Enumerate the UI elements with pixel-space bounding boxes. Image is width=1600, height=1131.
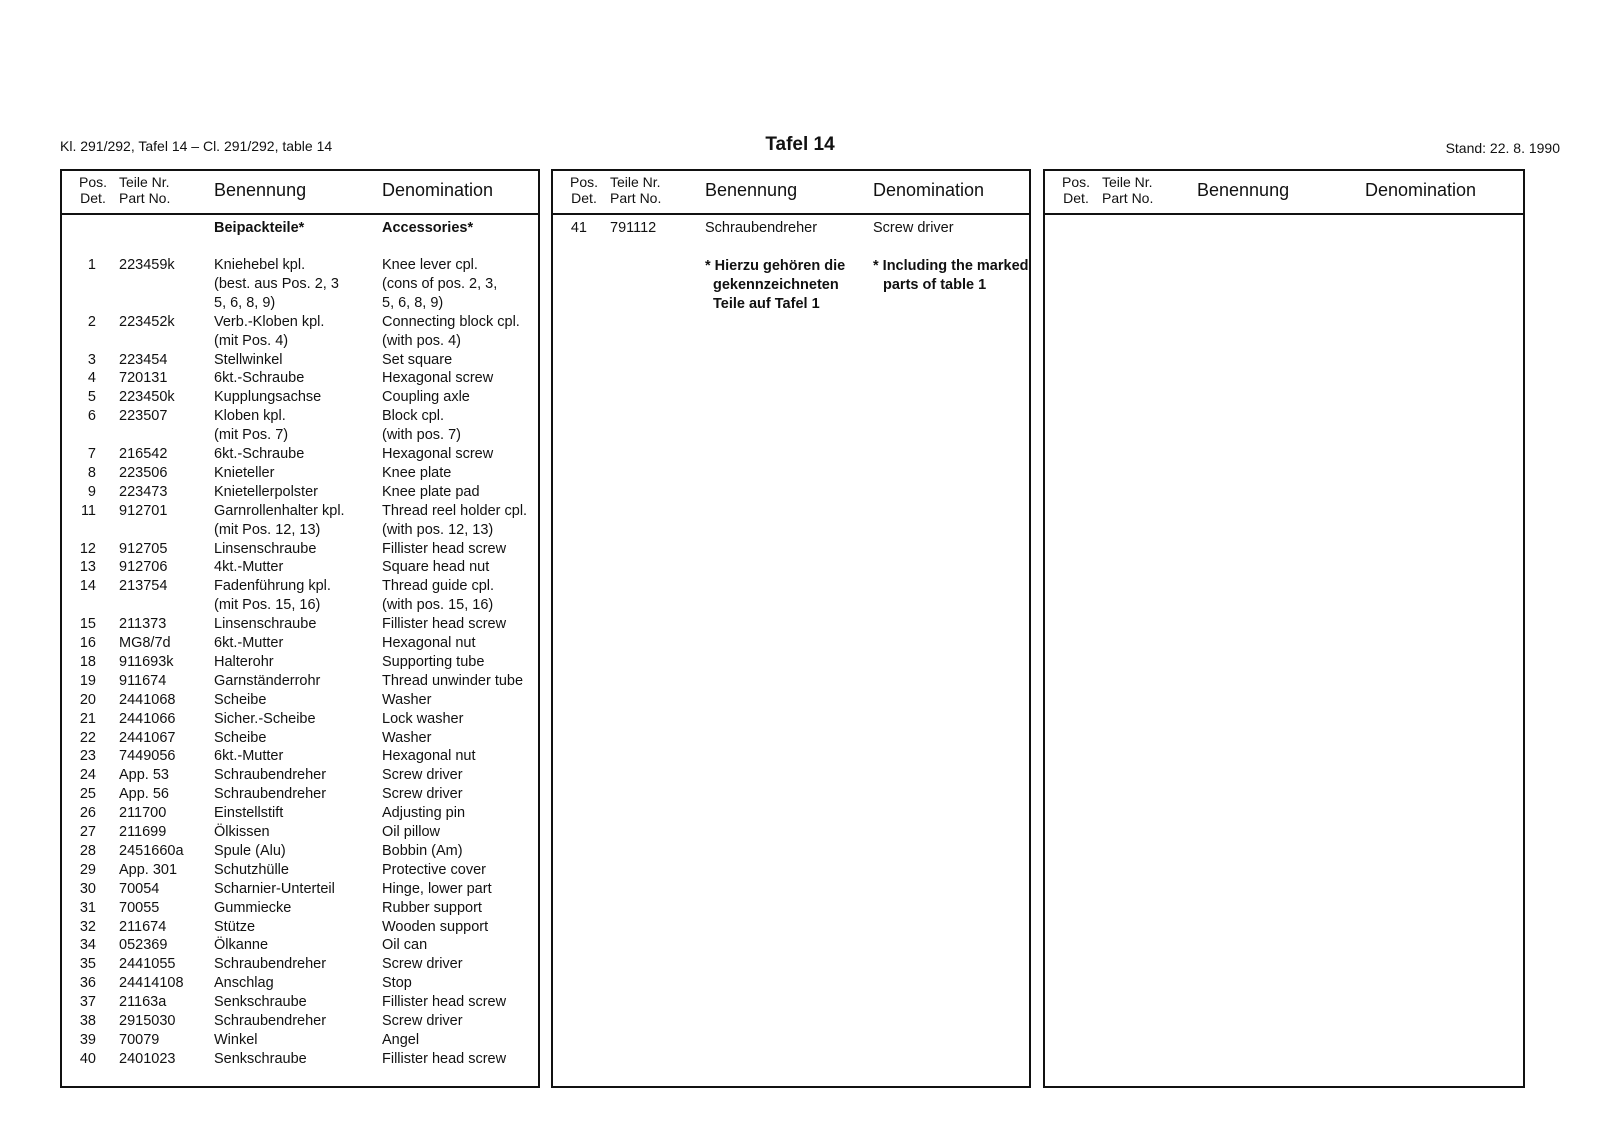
cell-pos: 20 [79, 691, 96, 708]
cell-de: Schutzhülle [214, 861, 289, 878]
cell-en: Rubber support [382, 899, 482, 916]
cell-pos: 6 [87, 408, 96, 425]
note-en-line1: * Including the marked [873, 258, 1029, 274]
cell-part: 213754 [119, 578, 168, 595]
cell-pos: 22 [79, 729, 96, 746]
cell-pos: 38 [79, 1013, 96, 1029]
cell-en: Oil can [382, 937, 428, 954]
cell-part: 21163a [119, 994, 167, 1011]
cell-pos: 9 [87, 483, 96, 500]
cell-en: (with pos. 4) [382, 332, 461, 349]
cell-part: 7449056 [119, 748, 176, 765]
cell-part: 211674 [119, 918, 167, 935]
cell-part: 211700 [119, 805, 167, 822]
cell-en: Fillister head screw [382, 616, 507, 633]
cell-part: 24414108 [119, 975, 184, 992]
cell-en: Hinge, lower part [382, 880, 492, 897]
cell-en: Coupling axle [382, 389, 470, 406]
cell-part: App. 301 [119, 861, 178, 878]
cell-de: 4kt.-Mutter [214, 559, 284, 576]
cell-en: Stop [382, 975, 412, 992]
header-left: Kl. 291/292, Tafel 14 – Cl. 291/292, table 14 [60, 138, 333, 154]
cell-pos: 32 [79, 918, 96, 935]
cell-pos: 31 [79, 899, 96, 916]
cell-en: Knee plate [382, 464, 452, 481]
cell-de: Garnständerrohr [214, 672, 321, 689]
cell-pos: 8 [87, 464, 96, 481]
col-denomination: Denomination [873, 180, 985, 200]
cell-en: Fillister head screw [382, 994, 507, 1011]
note-de-line1: * Hierzu gehören die [705, 258, 846, 274]
cell-pos: 21 [79, 710, 96, 727]
col-pos-line2: Det. [80, 190, 106, 206]
panel-header [553, 171, 1029, 215]
cell-de: Senkschraube [214, 994, 307, 1011]
cell-pos: 36 [79, 975, 96, 992]
cell-pos: 11 [80, 502, 96, 519]
cell-pos: 23 [79, 748, 96, 765]
cell-de: Kupplungsachse [214, 389, 322, 406]
cell-pos: 35 [79, 956, 96, 973]
cell-en: Supporting tube [382, 653, 485, 670]
cell-de: Schraubendreher [214, 767, 327, 784]
cell-part: 911674 [119, 672, 167, 689]
cell-en: Washer [382, 729, 432, 746]
cell-pos: 30 [79, 880, 96, 897]
col-part-line1: Teile Nr. [119, 174, 170, 190]
cell-en: Set square [382, 351, 453, 368]
cell-pos: 19 [79, 672, 96, 689]
cell-de: Schraubendreher [214, 956, 327, 973]
cell-part: 70079 [119, 1031, 160, 1048]
col-denomination: Denomination [1365, 180, 1477, 200]
cell-part: 216542 [119, 446, 168, 462]
cell-de: Halterohr [214, 653, 274, 670]
col-pos [563, 174, 605, 206]
cell-pos: 18 [79, 653, 96, 670]
cell-part: 912701 [119, 502, 168, 519]
col-pos-line2: Det. [571, 190, 597, 206]
col-part [119, 174, 170, 206]
cell-en: Screw driver [382, 767, 463, 784]
cell-de: Garnrollenhalter kpl. [214, 502, 345, 519]
cell-en: Hexagonal nut [382, 635, 476, 651]
cell-en: Angel [382, 1031, 420, 1048]
cell-de: Verb.-Kloben kpl. [214, 313, 325, 330]
col-pos [72, 174, 114, 206]
cell-part: 2401023 [119, 1050, 176, 1067]
cell-de: Sicher.-Scheibe [214, 710, 316, 727]
cell-en: Protective cover [382, 861, 486, 878]
cell-en: (with pos. 15, 16) [382, 597, 494, 614]
cell-en: Lock washer [382, 710, 464, 727]
cell-pos: 29 [79, 861, 96, 878]
cell-pos: 2 [87, 313, 96, 330]
parts-panel-2 [551, 169, 1031, 1088]
panel-header [1045, 171, 1523, 215]
cell-de: (mit Pos. 7) [214, 427, 289, 444]
cell-part: 223459k [119, 257, 175, 273]
col-benennung: Benennung [1197, 180, 1290, 200]
cell-de: Stellwinkel [214, 351, 283, 368]
cell-en: Square head nut [382, 559, 490, 576]
section-title-de: Beipackteile* [214, 220, 305, 236]
cell-part: 2441066 [119, 710, 176, 727]
col-part-line1: Teile Nr. [1102, 174, 1153, 190]
col-part-line2: Part No. [610, 190, 662, 206]
cell-de: 5, 6, 8, 9) [214, 294, 276, 311]
cell-en: Oil pillow [382, 824, 441, 840]
cell-en: Screw driver [382, 956, 463, 973]
header-date: Stand: 22. 8. 1990 [1445, 140, 1560, 156]
cell-de: Ölkissen [214, 824, 270, 840]
cell-de: Fadenführung kpl. [214, 578, 331, 595]
cell-de: Anschlag [214, 975, 274, 992]
cell-en: Connecting block cpl. [382, 313, 520, 330]
col-pos-line1: Pos. [569, 174, 598, 190]
page-title: Tafel 14 [765, 134, 835, 155]
cell-de: Scheibe [214, 729, 267, 746]
cell-part: 911693k [119, 653, 174, 670]
cell-de: Einstellstift [214, 805, 284, 822]
cell-pos: 3 [87, 351, 96, 368]
cell-part: 70054 [119, 880, 160, 897]
cell-de: Knieteller [214, 464, 275, 481]
cell-part: 223454 [119, 351, 168, 368]
cell-part: 912705 [119, 540, 168, 557]
cell-part: 223507 [119, 408, 168, 425]
cell-part: 223452k [119, 313, 175, 330]
cell-pos: 4 [87, 370, 96, 387]
cell-en: Block cpl. [382, 408, 445, 425]
cell-pos: 5 [87, 389, 96, 406]
cell-en: 5, 6, 8, 9) [382, 294, 444, 311]
cell-pos: 24 [79, 767, 96, 784]
cell-de: Gummiecke [214, 899, 292, 916]
cell-part: 791112 [610, 220, 657, 236]
cell-en: Wooden support [382, 918, 489, 935]
cell-en: Adjusting pin [382, 805, 466, 822]
parts-panel-1 [60, 169, 540, 1088]
cell-de: 6kt.-Schraube [214, 446, 305, 462]
cell-de: Winkel [214, 1031, 258, 1048]
cell-en: Knee lever cpl. [382, 257, 478, 273]
cell-de: Scharnier-Unterteil [214, 880, 335, 897]
cell-en: Knee plate pad [382, 483, 480, 500]
cell-en: Thread guide cpl. [382, 578, 495, 595]
col-part [1102, 174, 1153, 206]
cell-part: MG8/7d [119, 635, 171, 651]
col-denomination: Denomination [382, 180, 494, 200]
cell-de: Kloben kpl. [214, 408, 286, 425]
cell-part: 720131 [119, 370, 168, 387]
cell-en: Thread unwinder tube [382, 672, 524, 689]
col-part-line2: Part No. [119, 190, 171, 206]
cell-part: 2441067 [119, 729, 176, 746]
cell-de: Scheibe [214, 691, 267, 708]
cell-pos: 14 [79, 578, 96, 595]
col-part [610, 174, 661, 206]
parts-panel-3 [1043, 169, 1525, 1088]
cell-de: Schraubendreher [705, 220, 818, 236]
cell-de: Spule (Alu) [214, 842, 286, 859]
cell-de: Senkschraube [214, 1050, 307, 1067]
col-pos [1055, 174, 1097, 206]
cell-pos: 12 [79, 540, 96, 557]
cell-pos: 34 [79, 937, 96, 954]
cell-part: 2441068 [119, 691, 176, 708]
cell-pos: 41 [570, 220, 587, 236]
section-title-en: Accessories* [382, 220, 474, 236]
cell-de: Schraubendreher [214, 786, 327, 803]
cell-part: 912706 [119, 559, 168, 576]
cell-en: Screw driver [382, 786, 463, 803]
panel-header [62, 171, 538, 215]
cell-de: (mit Pos. 12, 13) [214, 521, 321, 538]
cell-pos: 39 [79, 1031, 96, 1048]
cell-de: Knietellerpolster [214, 483, 318, 500]
cell-de: Linsenschraube [214, 616, 317, 633]
cell-part: 223506 [119, 464, 168, 481]
cell-de: 6kt.-Schraube [214, 370, 305, 387]
cell-de: (mit Pos. 4) [214, 332, 289, 349]
col-part-line1: Teile Nr. [610, 174, 661, 190]
col-benennung: Benennung [214, 180, 307, 200]
cell-en: Bobbin (Am) [382, 842, 463, 859]
cell-pos: 15 [79, 616, 96, 633]
cell-en: (with pos. 7) [382, 427, 461, 444]
note-de-line3: Teile auf Tafel 1 [713, 296, 820, 312]
note-de-line2: gekennzeichneten [713, 277, 839, 293]
cell-part: 211699 [119, 824, 167, 840]
cell-pos: 40 [79, 1050, 96, 1067]
cell-en: Screw driver [382, 1013, 463, 1029]
cell-part: App. 53 [119, 767, 169, 784]
cell-en: (cons of pos. 2, 3, [382, 275, 498, 292]
cell-de: Ölkanne [214, 937, 269, 954]
cell-pos: 16 [79, 635, 96, 651]
cell-en: Thread reel holder cpl. [382, 502, 528, 519]
cell-pos: 1 [87, 257, 96, 273]
cell-pos: 27 [79, 824, 96, 840]
cell-de: Linsenschraube [214, 540, 317, 557]
cell-part: 2451660a [119, 842, 184, 859]
cell-de: Kniehebel kpl. [214, 257, 306, 273]
cell-de: (mit Pos. 15, 16) [214, 597, 321, 614]
cell-pos: 37 [79, 994, 96, 1011]
cell-de: 6kt.-Mutter [214, 635, 284, 651]
col-benennung: Benennung [705, 180, 798, 200]
cell-de: Schraubendreher [214, 1013, 327, 1029]
cell-part: 2915030 [119, 1013, 176, 1029]
cell-part: 052369 [119, 937, 168, 954]
col-part-line2: Part No. [1102, 190, 1154, 206]
cell-part: 2441055 [119, 956, 176, 973]
cell-en: Washer [382, 691, 432, 708]
cell-en: Hexagonal screw [382, 370, 494, 387]
cell-pos: 28 [79, 842, 96, 859]
cell-en: (with pos. 12, 13) [382, 521, 494, 538]
col-pos-line2: Det. [1063, 190, 1089, 206]
cell-en: Hexagonal screw [382, 446, 494, 462]
col-pos-line1: Pos. [78, 174, 107, 190]
cell-de: 6kt.-Mutter [214, 748, 284, 765]
cell-part: 211373 [119, 616, 167, 633]
cell-pos: 13 [79, 559, 96, 576]
cell-de: (best. aus Pos. 2, 3 [214, 275, 339, 292]
cell-part: 223473 [119, 483, 168, 500]
cell-en: Hexagonal nut [382, 748, 476, 765]
cell-part: 70055 [119, 899, 160, 916]
cell-de: Stütze [214, 918, 256, 935]
cell-pos: 7 [87, 446, 96, 462]
cell-en: Screw driver [873, 220, 954, 236]
cell-part: App. 56 [119, 786, 169, 803]
cell-pos: 25 [79, 786, 96, 803]
cell-pos: 26 [79, 805, 96, 822]
note-en-line2: parts of table 1 [883, 277, 987, 293]
cell-en: Fillister head screw [382, 1050, 507, 1067]
cell-part: 223450k [119, 389, 175, 406]
cell-en: Fillister head screw [382, 540, 507, 557]
col-pos-line1: Pos. [1061, 174, 1090, 190]
